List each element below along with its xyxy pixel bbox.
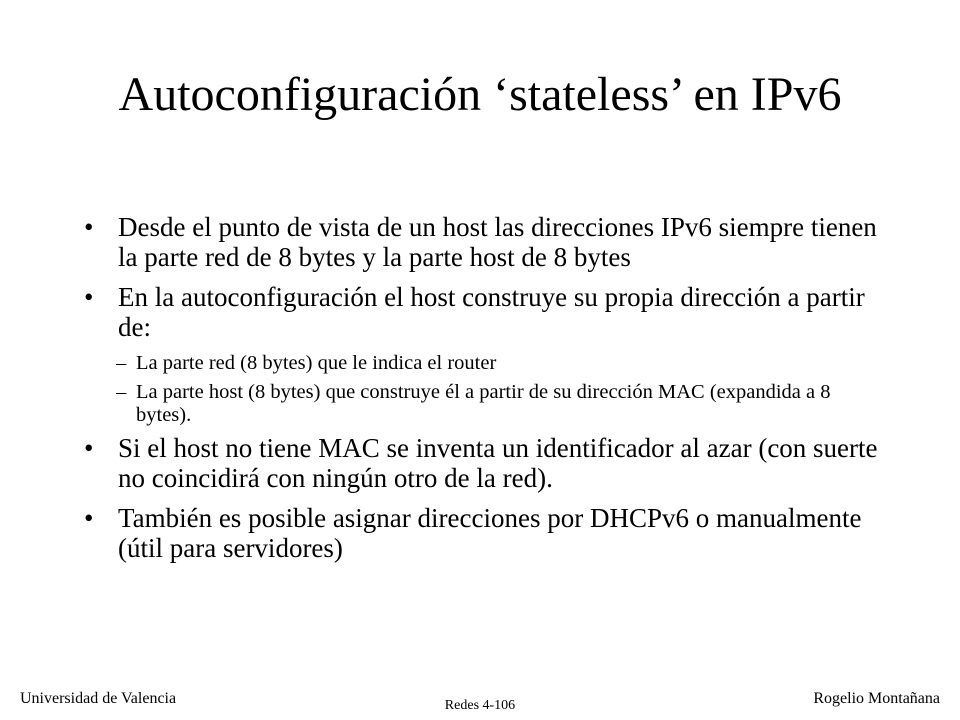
bullet-symbol: • [84, 282, 94, 312]
bullet-symbol: • [84, 433, 94, 463]
bullet-text: Desde el punto de vista de un host las direcciones IPv6 siempre tienen la parte red de 8 bytes y la parte host de 8 bytes [118, 212, 877, 272]
footer-university: Universidad de Valencia [20, 690, 177, 707]
bullet-text: En la autoconfiguración el host construye su propia dirección a partir de: [118, 282, 865, 342]
sub-bullet-item [78, 352, 878, 375]
bullet-text: Si el host no tiene MAC se inventa un identificador al azar (con suerte no coincidirá con ningún otro de la red). [118, 433, 878, 493]
footer-page-number: Redes 4-106 [444, 698, 516, 713]
slide-title: Autoconfiguración ‘stateless’ en IPv6 [118, 68, 842, 121]
sub-bullet-list [78, 352, 878, 427]
sub-bullet-item [78, 381, 878, 427]
bullet-symbol: • [84, 212, 94, 242]
bullet-item [78, 503, 878, 563]
bullet-item [78, 282, 878, 342]
sub-bullet-symbol: – [116, 381, 127, 403]
sub-bullet-symbol: – [116, 352, 127, 374]
bullet-text: También es posible asignar direcciones por DHCPv6 o manualmente (útil para servidores) [118, 503, 862, 563]
sub-bullet-text: La parte host (8 bytes) que construye él a partir de su dirección MAC (expandida a 8 bytes). [136, 381, 831, 426]
sub-bullet-text: La parte red (8 bytes) que le indica el router [136, 352, 497, 374]
bullet-item [78, 212, 878, 272]
bullet-list [78, 212, 878, 573]
footer-author: Rogelio Montañana [813, 690, 940, 707]
bullet-symbol: • [84, 503, 94, 533]
bullet-item [78, 433, 878, 493]
